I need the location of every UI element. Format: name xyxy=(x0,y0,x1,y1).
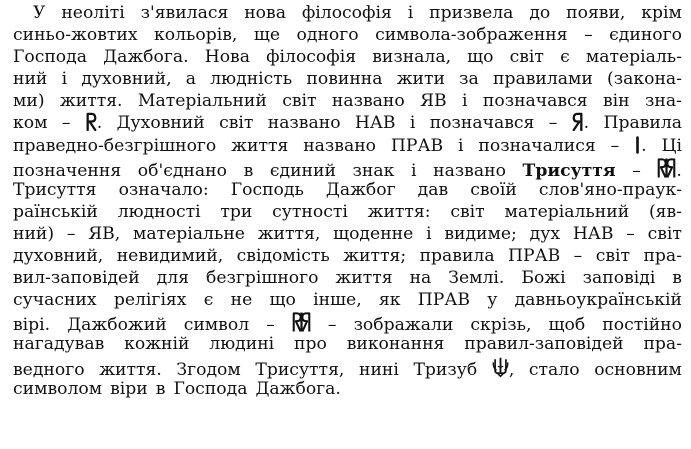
word: про xyxy=(294,334,327,355)
word: ще xyxy=(253,25,281,46)
word: ПРАВ xyxy=(417,290,470,311)
word: сутності xyxy=(272,201,348,222)
word: не xyxy=(230,290,253,311)
word: названо xyxy=(267,113,341,134)
word: для xyxy=(156,268,189,289)
word: Трисуття, xyxy=(255,359,345,380)
word: з'явилася xyxy=(140,3,229,23)
word: матеріаль- xyxy=(585,47,682,68)
word: позначення xyxy=(13,160,122,181)
word: і xyxy=(61,69,68,90)
word: людності xyxy=(117,201,201,222)
word: три xyxy=(220,201,253,222)
word: праведно-безгрішного xyxy=(13,135,217,156)
paragraph xyxy=(13,2,682,400)
word: призвела xyxy=(429,3,514,23)
word: є xyxy=(560,47,570,68)
word: щоденне xyxy=(333,223,414,244)
word: Дажбога. xyxy=(255,378,341,399)
word: – xyxy=(61,113,71,134)
text-line xyxy=(13,90,682,112)
word: означало: xyxy=(118,179,209,200)
word: є xyxy=(203,290,214,311)
word: і xyxy=(426,223,432,244)
text-line xyxy=(13,333,682,355)
word: ПРАВ xyxy=(390,135,444,156)
word: пра- xyxy=(643,246,682,267)
word: життя. xyxy=(59,91,123,112)
word: матеріальне xyxy=(133,223,245,244)
text-line xyxy=(13,112,682,134)
word: Згодом xyxy=(176,359,241,380)
word: як xyxy=(378,290,401,311)
word: людність xyxy=(210,69,293,90)
word: Господа xyxy=(173,378,248,399)
word: Господь xyxy=(230,179,304,200)
word: ПРАВ xyxy=(508,246,561,267)
word: названо xyxy=(433,160,506,181)
word: дав xyxy=(417,179,449,200)
word: інше, xyxy=(313,290,362,311)
word: У xyxy=(33,3,46,23)
word: на xyxy=(409,268,432,289)
word: ЯВ, xyxy=(88,223,121,244)
word: раїнській xyxy=(13,201,98,222)
word: зна- xyxy=(644,91,682,112)
text-line xyxy=(13,289,682,311)
prav-sign-icon: . xyxy=(641,135,647,156)
text-line xyxy=(13,378,682,400)
word: Господа xyxy=(13,47,87,68)
word: давньоукраїнській xyxy=(514,290,682,311)
word: – xyxy=(573,246,583,267)
word: єдиний xyxy=(269,160,336,181)
word: жити xyxy=(396,69,445,90)
word: Ці xyxy=(661,135,682,156)
word: віри xyxy=(110,378,148,399)
word: символа-зображення xyxy=(375,25,568,46)
word: крім xyxy=(641,3,682,23)
word: названо xyxy=(303,135,377,156)
word: і xyxy=(410,160,417,181)
word: Тризуб xyxy=(413,359,478,380)
word: в xyxy=(243,160,254,181)
word: світ xyxy=(450,201,485,222)
word: за xyxy=(459,69,479,90)
word: духовний, xyxy=(81,69,172,90)
word: – xyxy=(548,113,558,134)
word: нова xyxy=(244,3,286,23)
text-line xyxy=(13,245,682,267)
word: скрізь, xyxy=(470,315,532,336)
word: Духовний xyxy=(116,113,205,134)
word: життя xyxy=(335,268,393,289)
word: у xyxy=(487,290,498,311)
word: повинна xyxy=(306,69,383,90)
word: заповіді xyxy=(582,268,656,289)
word: (яв- xyxy=(648,201,682,222)
word: символ xyxy=(183,315,250,336)
word: Дажбог xyxy=(325,179,396,200)
word: дух xyxy=(529,223,561,244)
word: Трисуття xyxy=(13,179,97,200)
word: Дажбога. xyxy=(103,47,189,68)
word: до xyxy=(529,3,551,23)
word: Нова xyxy=(204,47,250,68)
word: ведного xyxy=(13,359,85,380)
word: ний) xyxy=(13,223,55,244)
word: нагадував xyxy=(13,334,105,355)
word: Божі xyxy=(521,268,566,289)
word: слов'яно-прауκ- xyxy=(538,179,682,200)
text-line xyxy=(13,2,682,24)
text-line xyxy=(13,201,682,223)
text-line xyxy=(13,311,682,336)
word: кольорів, xyxy=(154,25,238,46)
word: що xyxy=(269,290,296,311)
word: правилами xyxy=(493,69,593,90)
word: безгрішного xyxy=(205,268,319,289)
word: і xyxy=(458,135,464,156)
word: невидимий, xyxy=(116,246,224,267)
word: – xyxy=(584,25,593,46)
word: вірі. xyxy=(13,315,51,336)
word: Землі. xyxy=(448,268,505,289)
word: в xyxy=(155,378,166,399)
word: життя: xyxy=(367,201,431,222)
word: людині xyxy=(209,334,275,355)
word: що xyxy=(467,47,494,68)
word: щоб xyxy=(548,315,586,336)
word: – xyxy=(632,160,641,181)
word: НАВ xyxy=(572,223,614,244)
word: світ xyxy=(595,246,630,267)
word: і xyxy=(462,91,468,112)
word: світ xyxy=(282,91,317,112)
word: він xyxy=(602,91,630,112)
word: названо xyxy=(331,91,405,112)
word: своїй xyxy=(470,179,517,200)
word: в xyxy=(672,268,682,289)
word: виконання xyxy=(346,334,445,355)
word: життя, xyxy=(257,223,321,244)
word: Правила xyxy=(603,113,682,134)
word: єдиного xyxy=(609,25,682,46)
word: появи, xyxy=(566,3,626,23)
nav-sign-icon: . xyxy=(572,112,589,134)
word: синьо-жовтих xyxy=(13,25,138,46)
text-line xyxy=(13,68,682,90)
word: життя xyxy=(231,135,289,156)
word: визнала, xyxy=(372,47,452,68)
text-line xyxy=(13,46,682,68)
word: основним xyxy=(594,359,682,380)
text-line xyxy=(13,179,682,201)
word: пра- xyxy=(643,334,682,355)
word: кожній xyxy=(124,334,190,355)
word: матеріальний xyxy=(504,201,630,222)
word: ЯВ xyxy=(420,91,447,112)
word: – xyxy=(66,223,76,244)
word: – xyxy=(327,315,337,336)
word: а xyxy=(185,69,197,90)
word: правил-заповідей xyxy=(464,334,624,355)
word: Матеріальний xyxy=(137,91,267,112)
word: релігіях xyxy=(113,290,187,311)
word: сучасних xyxy=(13,290,97,311)
text-line xyxy=(13,135,682,157)
word: нині xyxy=(358,359,399,380)
word: позначався xyxy=(482,91,588,112)
word: правила xyxy=(419,246,495,267)
word: об'єднано xyxy=(137,160,227,181)
word: філософія xyxy=(301,3,392,23)
tryzub-icon: , xyxy=(492,356,514,381)
word: стало xyxy=(528,359,580,380)
word: і xyxy=(409,113,416,134)
word: ми) xyxy=(13,91,45,112)
text-line xyxy=(13,356,682,378)
word: НАВ xyxy=(354,113,396,134)
word: – xyxy=(266,315,275,336)
word: ком xyxy=(13,113,48,134)
word: світ xyxy=(509,47,544,68)
word: видиме; xyxy=(444,223,517,244)
bold-term: Трисуття xyxy=(522,160,616,181)
word: постійно xyxy=(602,315,682,336)
text-line xyxy=(13,157,682,179)
text-line xyxy=(13,223,682,245)
text-line xyxy=(13,24,682,46)
word: позначалися xyxy=(478,135,596,156)
text-line xyxy=(13,267,682,289)
word: і xyxy=(407,3,414,23)
word: філософія xyxy=(266,47,357,68)
word: знак xyxy=(352,160,395,181)
word: свідомість xyxy=(236,246,330,267)
word: Дажбожий xyxy=(67,315,167,336)
word: позначався xyxy=(429,113,535,134)
word: життя. xyxy=(99,359,162,380)
word: символом xyxy=(13,378,103,399)
trysuttia-sign-icon: . xyxy=(657,157,681,182)
word: зображали xyxy=(353,315,454,336)
word: світ xyxy=(647,223,682,244)
word: – xyxy=(610,135,620,156)
word: вил-заповідей xyxy=(13,268,140,289)
yav-sign-icon: . xyxy=(85,112,102,134)
word: неоліті xyxy=(61,3,125,23)
word: світ xyxy=(219,113,254,134)
word: – xyxy=(626,223,635,244)
word: духовний, xyxy=(13,246,104,267)
word: життя; xyxy=(343,246,407,267)
word: одного xyxy=(296,25,359,46)
word: (закона- xyxy=(607,69,682,90)
word: ний xyxy=(13,69,48,90)
